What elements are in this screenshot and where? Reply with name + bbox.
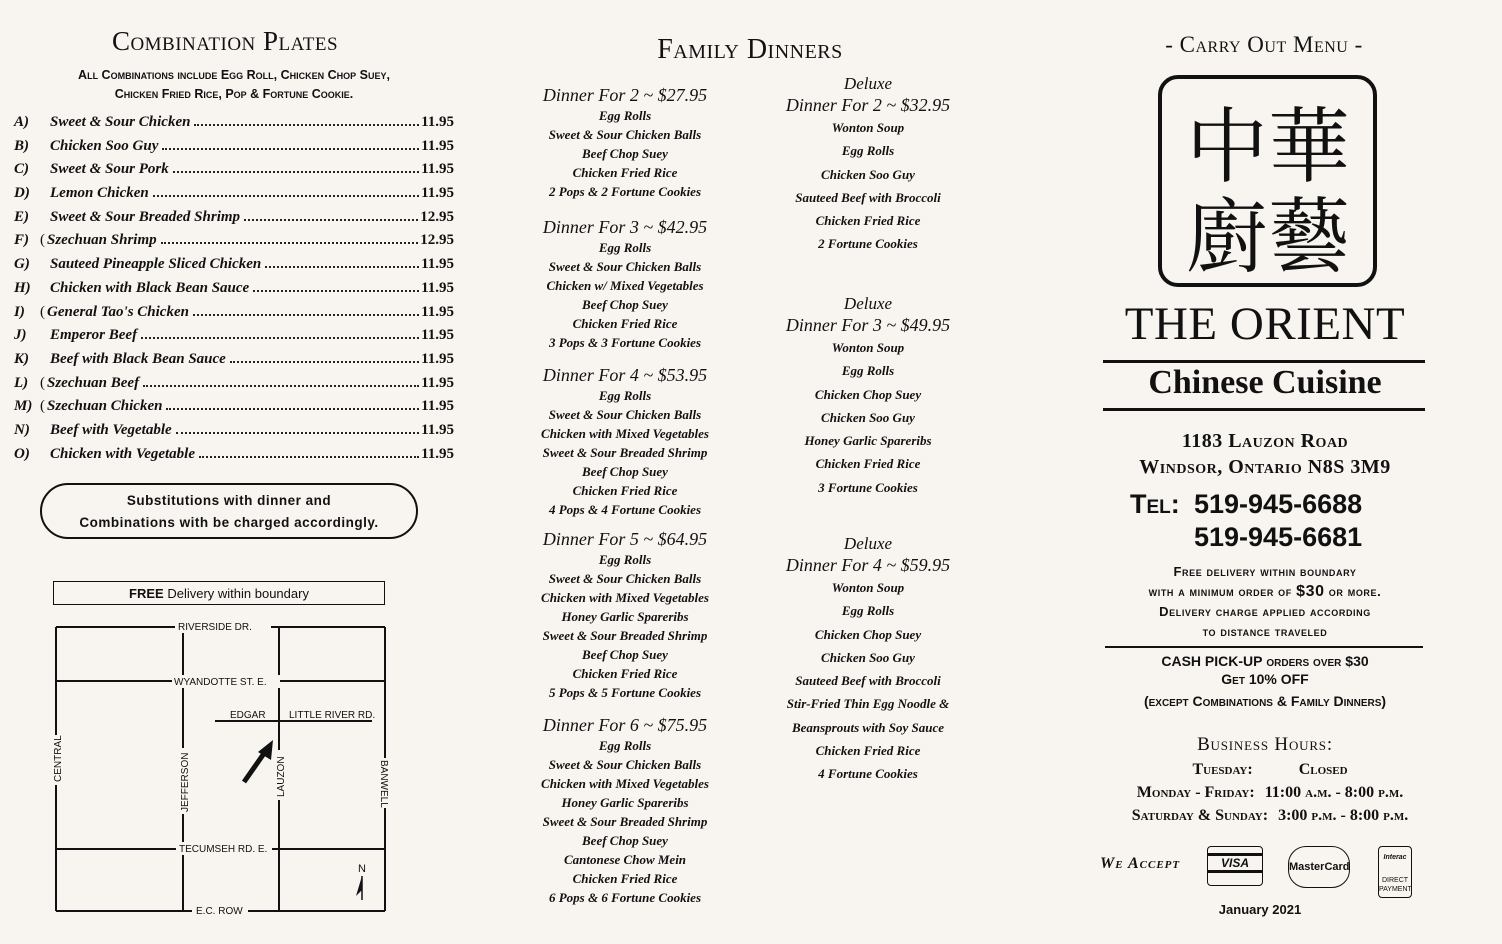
dinner-item: Egg Rolls xyxy=(841,363,895,379)
dinner-title: Dinner For 3 ~ $42.95 xyxy=(542,217,708,237)
dinner-item: Chicken Fried Rice xyxy=(572,666,678,681)
address-line1: 1183 Lauzon Road xyxy=(1181,430,1349,452)
dinner-item: Sweet & Sour Chicken Balls xyxy=(548,757,702,772)
combination-item-name: Sauteed Pineapple Sliced Chicken xyxy=(50,256,262,273)
logo-chinese-text-lower: 廚藝 xyxy=(1185,190,1351,285)
dinner-title: Dinner For 5 ~ $64.95 xyxy=(542,529,708,549)
combination-item-letter: L) xyxy=(14,374,29,391)
divider-cash xyxy=(1105,646,1423,648)
combination-item-price: 11.95 xyxy=(421,303,454,320)
hours-time: Closed xyxy=(1298,761,1348,778)
north-label: N xyxy=(358,863,366,875)
hours-day: Monday - Friday: xyxy=(1136,784,1255,801)
dinner-item: Egg Rolls xyxy=(598,108,652,123)
combination-item-price: 11.95 xyxy=(421,445,454,462)
central-label: CENTRAL xyxy=(53,735,64,782)
dinner-title: Dinner For 2 ~ $27.95 xyxy=(542,85,708,105)
dinner-item: Beef Chop Suey xyxy=(582,297,668,312)
riverside-label: RIVERSIDE DR. xyxy=(178,622,252,633)
combination-item-name: Lemon Chicken xyxy=(50,185,149,202)
dinner-block xyxy=(510,714,740,907)
dinner-item: 2 Fortune Cookies xyxy=(818,236,918,252)
dinner-item: Sweet & Sour Breaded Shrimp xyxy=(542,814,708,829)
dinner-item: Egg Rolls xyxy=(841,603,895,619)
menu-date: January 2021 xyxy=(1218,902,1302,917)
wyandotte-label: WYANDOTTE ST. E. xyxy=(174,677,267,688)
dinner-block xyxy=(510,84,740,201)
substitution-line1: Substitutions with dinner and xyxy=(126,493,332,508)
dinner-title: Dinner For 3 ~ $49.95 xyxy=(785,315,951,335)
cash-line1c: $30 xyxy=(1345,653,1369,669)
hours-day: Saturday & Sunday: xyxy=(1131,807,1269,824)
dinner-item: Wonton Soup xyxy=(831,580,905,595)
combination-subtitle-line1: All Combinations include Egg Roll, Chicken Chop Suey, xyxy=(78,68,390,82)
business-hours-title: Business Hours: xyxy=(1197,734,1333,755)
mastercard-text: MasterCard xyxy=(1289,861,1350,873)
dinner-item: Sweet & Sour Chicken Balls xyxy=(548,571,702,586)
dinner-item: 3 Pops & 3 Fortune Cookies xyxy=(548,335,702,350)
cuisine-label: Chinese Cuisine xyxy=(1148,364,1382,401)
combination-item-price: 11.95 xyxy=(421,350,454,367)
dinner-item: Chicken Chop Suey xyxy=(814,626,922,642)
dinner-block xyxy=(510,364,740,519)
dinner-item: Chicken Chop Suey xyxy=(814,386,922,402)
combination-item-letter: F) xyxy=(14,232,29,249)
combination-item-letter: A) xyxy=(14,114,29,130)
combination-item-price: 11.95 xyxy=(421,256,454,273)
dinner-item: Honey Garlic Spareribs xyxy=(561,795,689,810)
combination-item-letter: C) xyxy=(14,161,29,178)
substitution-line2: Combinations with be charged accordingly. xyxy=(79,515,379,530)
ecrow-label: E.C. ROW xyxy=(196,906,243,917)
restaurant-name: THE ORIENT xyxy=(1124,298,1406,350)
address xyxy=(1090,428,1440,480)
combination-item-letter: I) xyxy=(14,303,25,320)
tel-number-1[interactable]: 519-945-6688 xyxy=(1194,489,1363,519)
combination-item-price: 11.95 xyxy=(421,114,454,130)
combination-item-name: Szechuan Shrimp xyxy=(47,232,157,249)
interac-text: Interac xyxy=(1383,854,1407,861)
combination-item-letter: D) xyxy=(14,185,30,202)
interac-sub-text: DIRECT PAYMENT xyxy=(1379,877,1412,893)
combination-item-price: 11.95 xyxy=(421,421,454,438)
combination-item-name: Emperor Beef xyxy=(50,327,138,344)
combination-item-price: 12.95 xyxy=(420,208,454,225)
combination-item-price: 11.95 xyxy=(421,161,454,178)
delivery-line1: Free delivery within boundary xyxy=(1173,564,1357,579)
combination-item-letter: H) xyxy=(14,279,31,296)
business-hours xyxy=(1080,758,1460,827)
dinner-item: Chicken Fried Rice xyxy=(815,456,921,472)
combination-item-name: Beef with Black Bean Sauce xyxy=(50,350,226,367)
combination-item-letter: N) xyxy=(14,421,30,438)
dinner-item: Sweet & Sour Chicken Balls xyxy=(548,127,702,142)
dinner-item: Beef Chop Suey xyxy=(582,146,668,161)
dinner-item: Sauteed Beef with Broccoli xyxy=(795,673,941,689)
dinner-item: Sauteed Beef with Broccoli xyxy=(795,189,941,205)
dinner-item: Egg Rolls xyxy=(841,143,895,159)
dinner-item: Cantonese Chow Mein xyxy=(563,852,687,867)
spicy-icon: ( xyxy=(40,374,45,391)
dinner-item: Chicken with Mixed Vegetables xyxy=(541,776,709,791)
hours-row xyxy=(1080,758,1460,781)
family-dinners-title: Family Dinners xyxy=(657,34,843,65)
dinner-item: Chicken Fried Rice xyxy=(572,165,678,180)
cash-line3: (except Combinations & Family Dinners) xyxy=(1143,693,1387,709)
dinner-deluxe-label: Deluxe xyxy=(843,534,893,553)
dinner-title: Dinner For 2 ~ $32.95 xyxy=(785,95,951,115)
cash-pickup-offer xyxy=(1090,652,1440,710)
dinner-item: Chicken Fried Rice xyxy=(572,483,678,498)
dinner-item: Beef Chop Suey xyxy=(582,464,668,479)
spicy-icon: ( xyxy=(40,232,45,249)
dinner-item: Sweet & Sour Breaded Shrimp xyxy=(542,628,708,643)
hours-time: 11:00 a.m. - 8:00 p.m. xyxy=(1264,784,1404,801)
dinner-item: 4 Pops & 4 Fortune Cookies xyxy=(548,502,702,517)
cash-line1a: CASH PICK-UP xyxy=(1161,653,1263,669)
dinner-item: Beef Chop Suey xyxy=(582,833,668,848)
dinner-item: Chicken Fried Rice xyxy=(815,213,921,229)
dinner-item: Chicken Fried Rice xyxy=(572,871,678,886)
combination-item-name: Sweet & Sour Chicken xyxy=(50,114,191,130)
combination-item-letter: M) xyxy=(14,398,33,415)
combination-item-price: 11.95 xyxy=(421,398,454,415)
tel-number-2[interactable]: 519-945-6681 xyxy=(1194,522,1363,552)
dinner-item: Chicken Fried Rice xyxy=(815,743,921,759)
dinner-item: Chicken Soo Guy xyxy=(821,409,915,425)
combination-item-name: Chicken with Vegetable xyxy=(50,445,196,462)
combination-item-name: Szechuan Beef xyxy=(47,374,140,391)
combination-item-name: Beef with Vegetable xyxy=(50,421,172,438)
divider-top xyxy=(1103,360,1425,363)
dinner-item: 3 Fortune Cookies xyxy=(818,479,918,495)
dinner-title: Dinner For 4 ~ $59.95 xyxy=(785,555,951,575)
lauzon-label: LAUZON xyxy=(276,756,287,797)
telephone-block xyxy=(1130,488,1362,554)
combination-item-letter: G) xyxy=(14,256,30,273)
combination-plates-panel xyxy=(0,0,470,944)
combination-item-price: 11.95 xyxy=(421,279,454,296)
little-river-label: LITTLE RIVER RD. xyxy=(289,710,376,721)
delivery-info xyxy=(1090,562,1440,642)
dinner-item: 6 Pops & 6 Fortune Cookies xyxy=(548,890,702,905)
dinner-block xyxy=(510,216,740,352)
combination-item-price: 11.95 xyxy=(421,327,454,344)
location-arrow-icon xyxy=(244,740,273,782)
combination-item-price: 11.95 xyxy=(421,137,454,154)
dinner-item: 2 Pops & 2 Fortune Cookies xyxy=(548,184,702,199)
spicy-icon: ( xyxy=(40,398,45,415)
we-accept-label: We Accept xyxy=(1100,855,1181,872)
combination-item-letter: B) xyxy=(14,137,29,154)
dinner-item: Chicken with Mixed Vegetables xyxy=(541,426,709,441)
delivery-amount: $30 xyxy=(1296,583,1325,600)
interac-icon xyxy=(1378,846,1412,898)
dinner-item: 4 Fortune Cookies xyxy=(818,766,918,782)
combination-item-letter: K) xyxy=(14,350,29,367)
delivery-line4: to distance traveled xyxy=(1202,624,1328,639)
dinner-block xyxy=(755,534,981,786)
hours-row xyxy=(1080,804,1460,827)
hours-row xyxy=(1080,781,1460,804)
hours-time: 3:00 p.m. - 8:00 p.m. xyxy=(1278,807,1409,824)
delivery-line2b: or more. xyxy=(1324,584,1382,599)
dinner-title: Dinner For 6 ~ $75.95 xyxy=(542,715,708,735)
free-delivery-bold: FREE xyxy=(129,586,164,601)
dinner-item: Chicken w/ Mixed Vegetables xyxy=(546,278,704,293)
combination-title: Combination Plates xyxy=(111,26,339,56)
dinner-item: Sweet & Sour Breaded Shrimp xyxy=(542,445,708,460)
delivery-map xyxy=(0,0,470,944)
combination-subtitle-line2: Chicken Fried Rice, Pop & Fortune Cookie. xyxy=(114,87,354,101)
combination-item-price: 11.95 xyxy=(421,374,454,391)
combination-item-letter: O) xyxy=(14,445,30,462)
combination-item-name: General Tao's Chicken xyxy=(47,303,189,320)
dinner-item: Chicken Soo Guy xyxy=(821,649,915,665)
dinner-item: Egg Rolls xyxy=(598,552,652,567)
combination-item-price: 12.95 xyxy=(420,232,454,249)
cash-line2: Get 10% OFF xyxy=(1221,671,1309,687)
combination-item-name: Szechuan Chicken xyxy=(47,398,163,415)
dinner-item: Wonton Soup xyxy=(831,340,905,355)
dinner-block xyxy=(510,528,740,702)
dinner-item: Beef Chop Suey xyxy=(582,647,668,662)
restaurant-logo xyxy=(1158,75,1378,290)
logo-chinese-text: 中華 xyxy=(1185,100,1351,195)
dinner-item: Honey Garlic Spareribs xyxy=(804,433,932,449)
combination-item-letter: J) xyxy=(14,327,27,344)
combination-item-name: Sweet & Sour Pork xyxy=(50,161,169,178)
dinner-item: Sweet & Sour Chicken Balls xyxy=(548,259,702,274)
dinner-item: Beansprouts with Soy Sauce xyxy=(791,719,945,735)
tel-label: Tel: xyxy=(1130,489,1180,519)
mastercard-icon xyxy=(1288,846,1350,888)
edgar-label: EDGAR xyxy=(230,710,266,721)
dinner-item: Chicken with Mixed Vegetables xyxy=(541,590,709,605)
spicy-icon: ( xyxy=(40,303,45,320)
dinner-item: Egg Rolls xyxy=(598,738,652,753)
visa-card-text: VISA xyxy=(1208,853,1262,873)
dinner-item: Egg Rolls xyxy=(598,388,652,403)
visa-card-icon xyxy=(1207,846,1263,886)
family-dinners-panel xyxy=(505,0,1025,944)
free-delivery-rest: Delivery within boundary xyxy=(163,586,309,601)
banwell-label: BANWELL xyxy=(378,760,389,808)
north-arrow-icon xyxy=(356,876,362,900)
tecumseh-label: TECUMSEH RD. E. xyxy=(179,844,268,855)
combination-item-name: Chicken Soo Guy xyxy=(50,137,159,154)
dinner-item: 5 Pops & 5 Fortune Cookies xyxy=(548,685,702,700)
carry-out-heading: - Carry Out Menu - xyxy=(1165,32,1363,57)
address-line2: Windsor, Ontario N8S 3M9 xyxy=(1139,456,1391,478)
dinner-block xyxy=(755,294,981,499)
dinner-item: Honey Garlic Spareribs xyxy=(561,609,689,624)
dinner-deluxe-label: Deluxe xyxy=(843,294,893,313)
delivery-line2a: with a minimum order of xyxy=(1148,584,1297,599)
dinner-item: Egg Rolls xyxy=(598,240,652,255)
delivery-line3: Delivery charge applied according xyxy=(1159,604,1371,619)
hours-day: Tuesday: xyxy=(1192,761,1253,778)
dinner-title: Dinner For 4 ~ $53.95 xyxy=(542,365,708,385)
jefferson-label: JEFFERSON xyxy=(180,752,191,812)
combination-item-name: Sweet & Sour Breaded Shrimp xyxy=(50,208,241,225)
dinner-item: Chicken Soo Guy xyxy=(821,166,915,182)
info-panel xyxy=(1060,0,1502,944)
dinner-item: Wonton Soup xyxy=(831,120,905,135)
divider-bottom xyxy=(1103,408,1425,411)
cash-line1b: orders over xyxy=(1262,653,1346,669)
combination-item-name: Chicken with Black Bean Sauce xyxy=(50,279,250,296)
dinner-item: Sweet & Sour Chicken Balls xyxy=(548,407,702,422)
combination-item-price: 11.95 xyxy=(421,185,454,202)
combination-item-letter: E) xyxy=(14,208,29,225)
dinner-item: Stir-Fried Thin Egg Noodle & xyxy=(786,696,950,712)
dinner-deluxe-label: Deluxe xyxy=(843,74,893,93)
dinner-item: Chicken Fried Rice xyxy=(572,316,678,331)
dinner-block xyxy=(755,74,981,256)
